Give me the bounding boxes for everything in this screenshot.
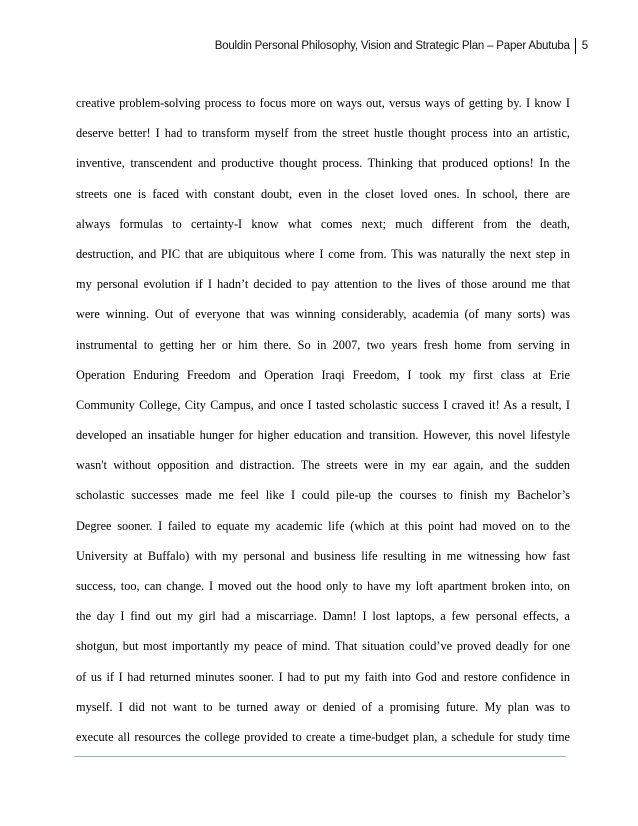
text-line: Degree sooner. I failed to equate my academic life (which at this point had moved on to the	[76, 518, 570, 533]
text-line: execute all resources the college provided to create a time-budget plan, a schedule for study time	[76, 729, 570, 744]
text-line: were winning. Out of everyone that was winning considerably, academia (of many sorts) was	[76, 307, 570, 322]
running-title: Bouldin Personal Philosophy, Vision and Strategic Plan – Paper Abutuba	[214, 40, 570, 52]
running-header	[215, 38, 588, 54]
footer-rule	[74, 756, 566, 757]
text-line: Community College, City Campus, and once I tasted scholastic success I craved it! As a result, I	[76, 397, 570, 412]
text-line: success, too, can change. I moved out the hood only to have my loft apartment broken into, on	[76, 579, 570, 593]
text-line: wasn't without opposition and distraction. The streets were in my ear again, and the sudden	[76, 458, 570, 473]
text-line: shotgun, but most importantly my peace of mind. That situation could’ve proved deadly for one	[76, 639, 570, 654]
text-line: streets one is faced with constant doubt, even in the closet loved ones. In school, there are	[76, 186, 570, 201]
text-line: deserve better! I had to transform myself from the street hustle thought process into an artistic,	[76, 126, 570, 141]
page-number: 5	[581, 40, 588, 52]
text-line: University at Buffalo) with my personal and business life resulting in me witnessing how fast	[76, 548, 570, 563]
text-line: inventive, transcendent and productive thought process. Thinking that produced options! In the	[76, 156, 570, 171]
text-line: destruction, and PIC that are ubiquitous where I come from. This was naturally the next step in	[76, 246, 570, 261]
text-line: instrumental to getting her or him there. So in 2007, two years fresh home from serving in	[76, 337, 570, 352]
text-line: my personal evolution if I hadn’t decided to pay attention to the lives of those around me that	[76, 277, 570, 292]
text-line: of us if I had returned minutes sooner. I had to put my faith into God and restore confidence in	[76, 669, 570, 684]
text-line: scholastic successes made me feel like I could pile-up the courses to finish my Bachelor’s	[76, 488, 570, 503]
text-line: myself. I did not want to be turned away or denied of a promising future. My plan was to	[76, 699, 570, 714]
text-line: the day I find out my girl had a miscarriage. Damn! I lost laptops, a few personal effects, a	[76, 609, 570, 624]
header-separator	[575, 38, 576, 54]
text-line: Operation Enduring Freedom and Operation Iraqi Freedom, I took my first class at Erie	[76, 367, 570, 382]
text-line: creative problem-solving process to focus more on ways out, versus ways of getting by. I know I	[76, 96, 570, 110]
text-line: developed an insatiable hunger for higher education and transition. However, this novel lifestyle	[76, 428, 570, 443]
body-text	[76, 88, 570, 752]
text-line: always formulas to certainty-I know what comes next; much different from the death,	[76, 216, 570, 231]
